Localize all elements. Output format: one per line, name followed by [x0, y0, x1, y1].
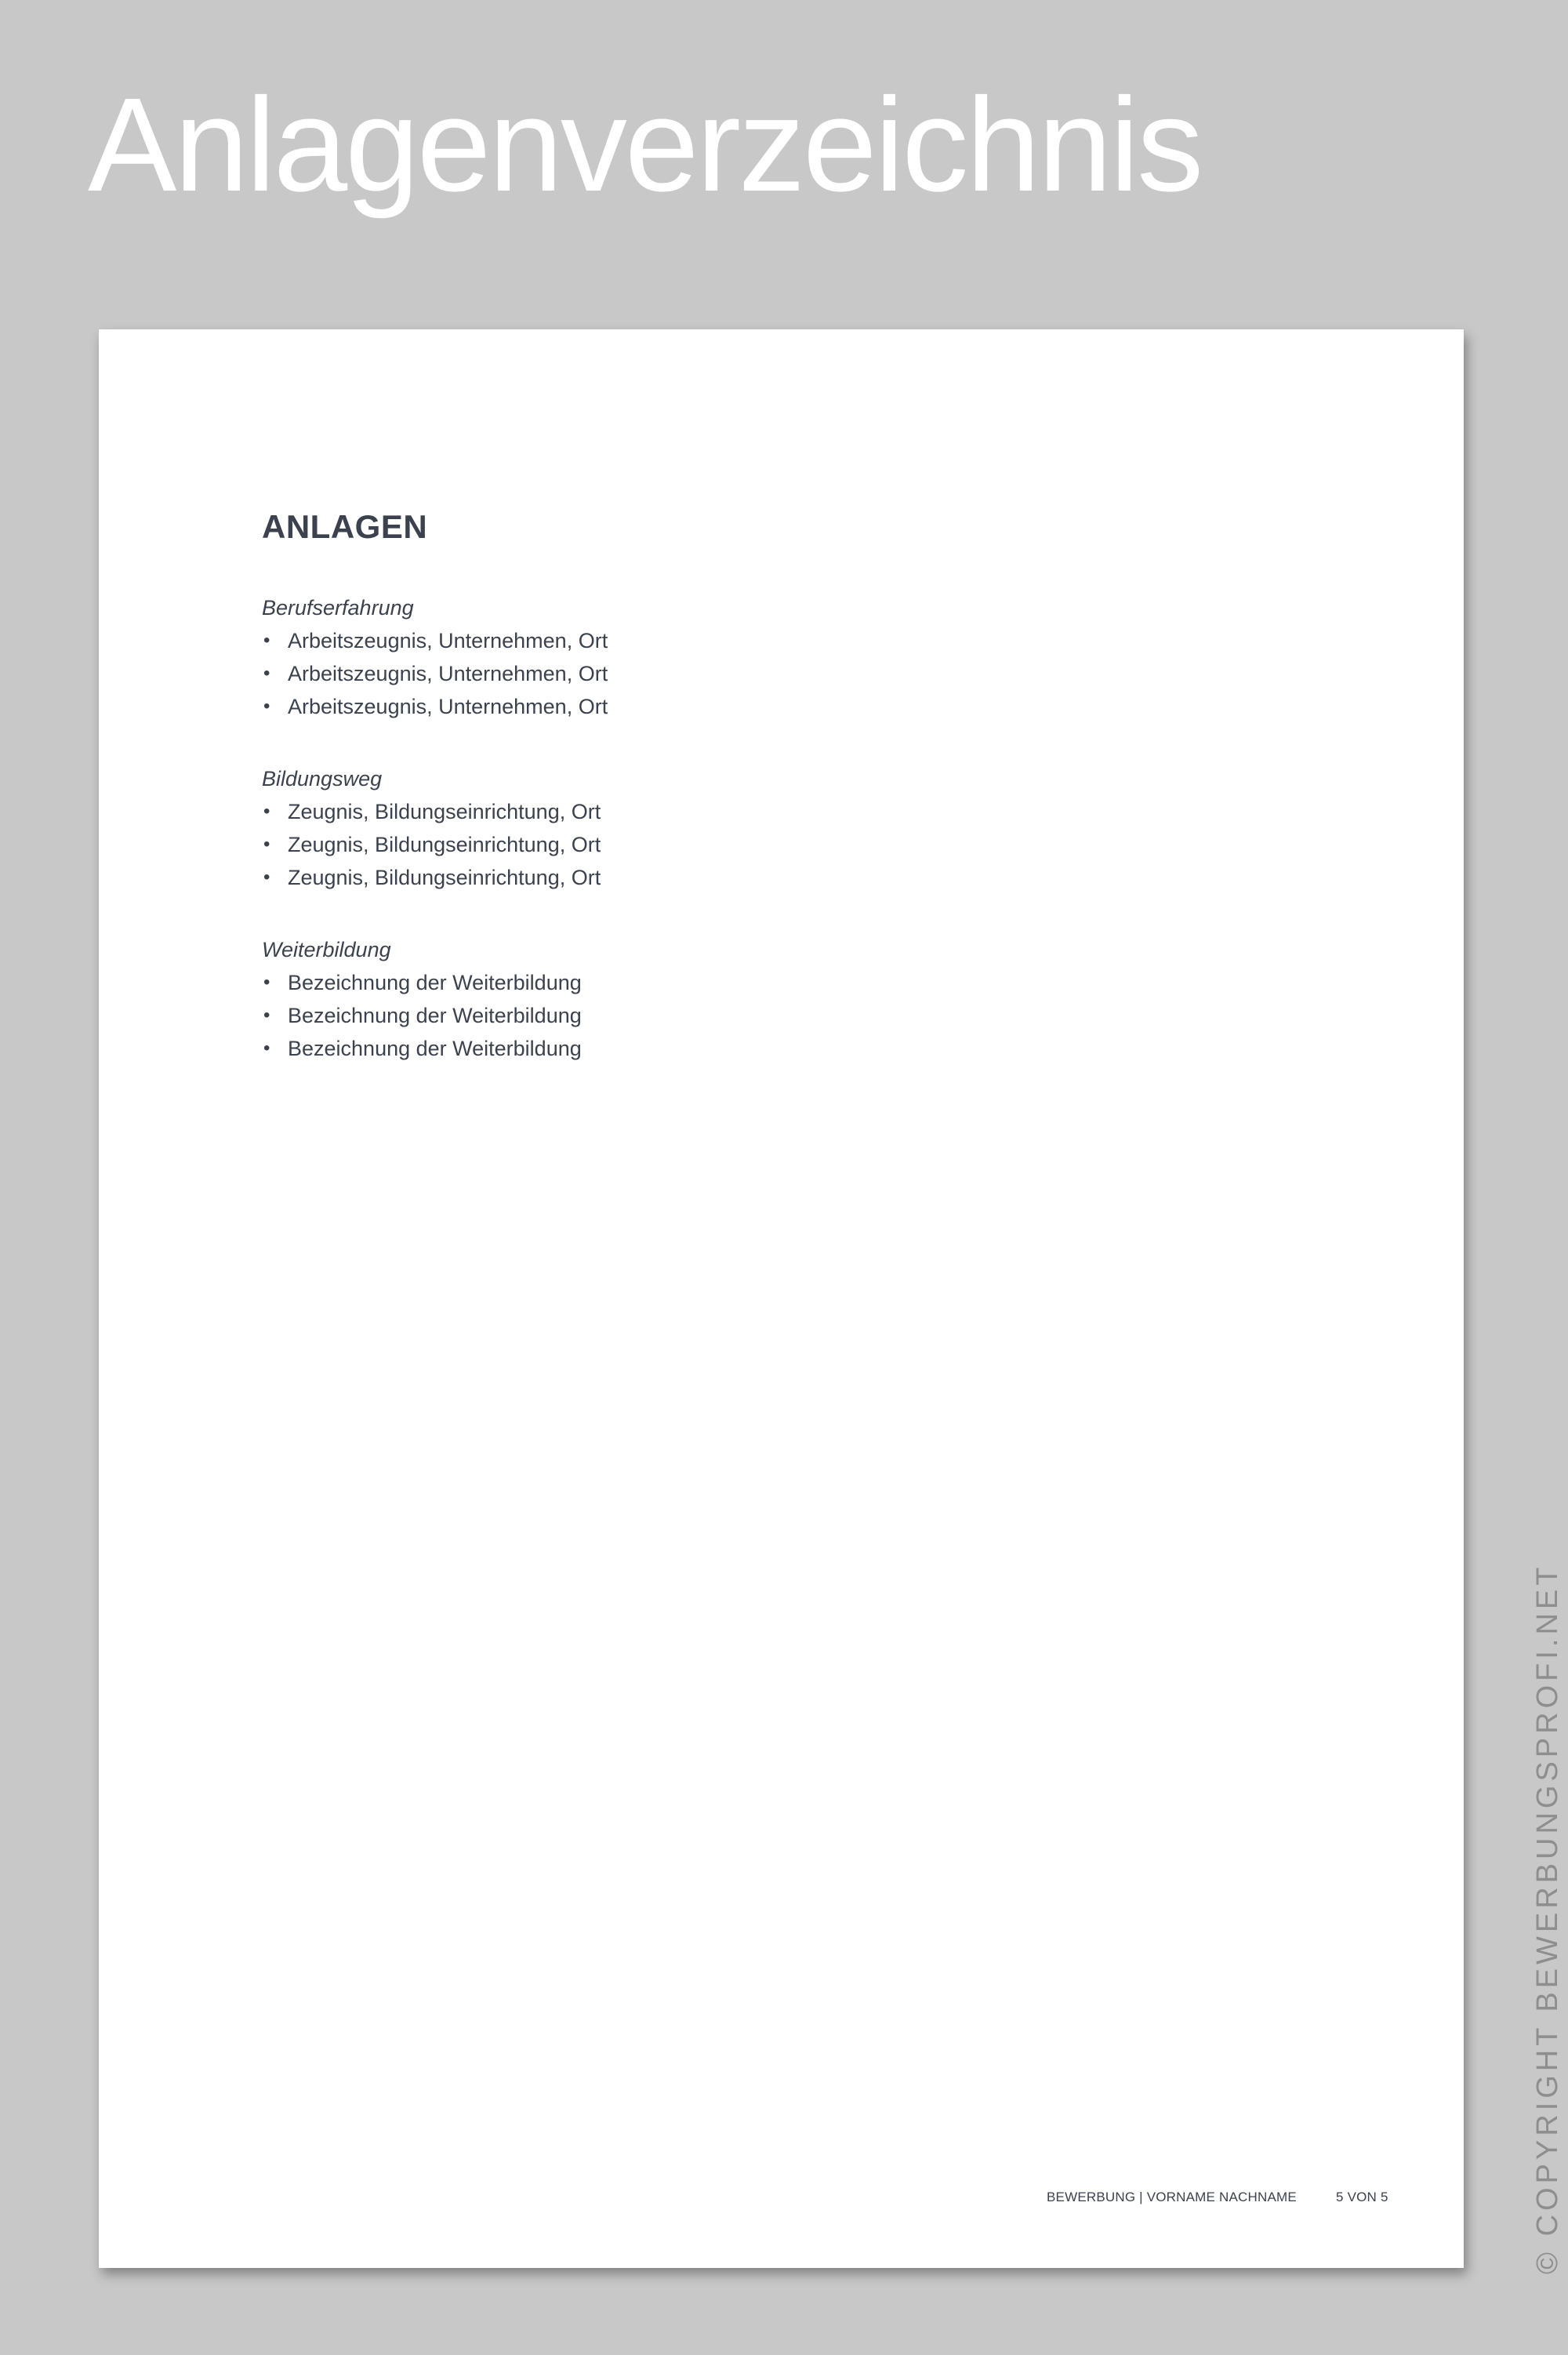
list-item-text: Arbeitszeugnis, Unternehmen, Ort [288, 629, 608, 652]
bullet-icon: • [263, 1005, 270, 1026]
list-item-text: Arbeitszeugnis, Unternehmen, Ort [288, 695, 608, 718]
section-weiterbildung [262, 933, 967, 1065]
section-title: Berufserfahrung [262, 596, 414, 620]
attachment-list [262, 966, 967, 1065]
page-heading: Anlagenverzeichnis [88, 71, 1202, 220]
list-item-text: Zeugnis, Bildungseinrichtung, Ort [288, 833, 601, 856]
list-item-text: Bezeichnung der Weiterbildung [288, 1037, 582, 1060]
list-item [262, 999, 967, 1032]
footer-page-number: 5 VON 5 [1336, 2190, 1388, 2204]
footer-applicant: BEWERBUNG | VORNAME NACHNAME [1047, 2190, 1297, 2204]
list-item [262, 795, 967, 828]
bullet-icon: • [263, 1038, 270, 1059]
bullet-icon: • [263, 867, 270, 888]
list-item-text: Zeugnis, Bildungseinrichtung, Ort [288, 866, 601, 889]
list-item [262, 1032, 967, 1065]
bullet-icon: • [263, 834, 270, 855]
section-title: Bildungsweg [262, 767, 383, 790]
attachment-list [262, 624, 967, 723]
document-page [99, 329, 1464, 2268]
attachment-list [262, 795, 967, 894]
list-item [262, 828, 967, 861]
bullet-icon: • [263, 663, 270, 684]
list-item-text: Bezeichnung der Weiterbildung [288, 971, 582, 994]
list-item [262, 966, 967, 999]
document-title: ANLAGEN [262, 508, 428, 545]
section-berufserfahrung [262, 591, 967, 723]
bullet-icon: • [263, 696, 270, 717]
list-item-text: Bezeichnung der Weiterbildung [288, 1004, 582, 1027]
copyright-notice: © COPYRIGHT BEWERBUNGSPROFI.NET [1531, 1563, 1564, 2274]
bullet-icon: • [263, 630, 270, 651]
section-bildungsweg [262, 762, 967, 894]
bullet-icon: • [263, 972, 270, 993]
bullet-icon: • [263, 801, 270, 822]
section-title: Weiterbildung [262, 938, 391, 961]
list-item [262, 861, 967, 894]
list-item-text: Arbeitszeugnis, Unternehmen, Ort [288, 662, 608, 685]
list-item [262, 690, 967, 723]
list-item [262, 624, 967, 657]
list-item [262, 657, 967, 690]
list-item-text: Zeugnis, Bildungseinrichtung, Ort [288, 800, 601, 823]
